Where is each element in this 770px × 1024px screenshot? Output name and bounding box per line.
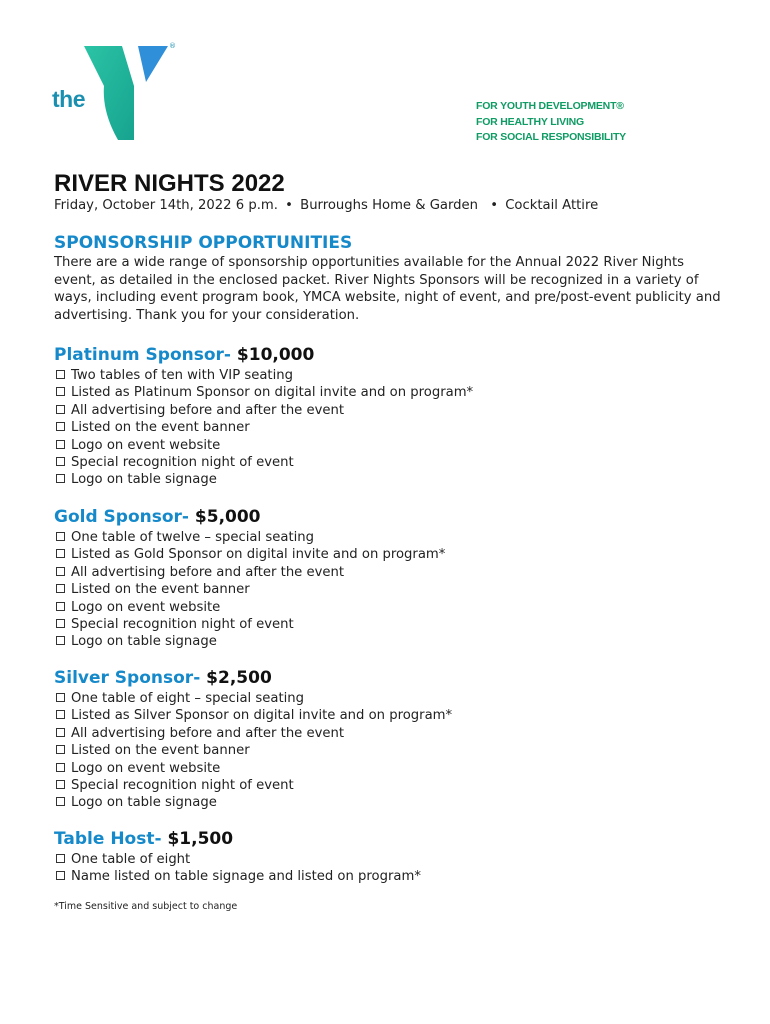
benefit-item: Listed as Silver Sponsor on digital invite and on program* [54, 707, 714, 724]
checkbox-icon [56, 387, 65, 396]
checkbox-icon [56, 871, 65, 880]
checkbox-icon [56, 567, 65, 576]
checkbox-icon [56, 745, 65, 754]
benefit-item: All advertising before and after the event [54, 402, 714, 419]
tier-silver [54, 667, 714, 812]
ymca-y-mark-icon [82, 42, 174, 142]
benefit-item: Logo on event website [54, 437, 714, 454]
checkbox-icon [56, 728, 65, 737]
checkbox-icon [56, 457, 65, 466]
benefit-item: Listed on the event banner [54, 581, 714, 598]
checkbox-icon [56, 549, 65, 558]
event-location: Burroughs Home & Garden [300, 198, 479, 213]
event-date: Friday, October 14th, 2022 6 p.m. [54, 198, 278, 213]
bullet-separator: • [490, 198, 499, 213]
benefit-item: Two tables of ten with VIP seating [54, 367, 714, 384]
checkbox-icon [56, 370, 65, 379]
event-attire: Cocktail Attire [505, 198, 599, 213]
bullet-separator: • [285, 198, 293, 213]
ymca-logo: the YMCA ® [52, 42, 182, 146]
benefit-item: Logo on table signage [54, 471, 714, 488]
benefit-item: Name listed on table signage and listed on program* [54, 868, 714, 885]
tier-heading [54, 667, 714, 689]
benefit-item: All advertising before and after the event [54, 725, 714, 742]
benefit-list [54, 690, 714, 812]
benefit-item: One table of twelve – special seating [54, 529, 714, 546]
event-details [54, 198, 598, 213]
logo-the-text: the [52, 86, 85, 112]
tier-name: Gold Sponsor- [54, 507, 189, 527]
benefit-item: Special recognition night of event [54, 616, 714, 633]
tier-gold [54, 506, 714, 651]
checkbox-icon [56, 532, 65, 541]
checkbox-icon [56, 474, 65, 483]
taglines [476, 99, 626, 146]
benefit-item: Listed on the event banner [54, 419, 714, 436]
benefit-item: Listed as Platinum Sponsor on digital invite and on program* [54, 384, 714, 401]
benefit-item: Special recognition night of event [54, 454, 714, 471]
tagline-healthy: FOR HEALTHY LIVING [476, 115, 585, 128]
benefit-item: One table of eight [54, 851, 714, 868]
checkbox-icon [56, 763, 65, 772]
benefit-item: Logo on table signage [54, 633, 714, 650]
tier-heading [54, 506, 714, 528]
logo-ymca-text: YMCA [134, 107, 155, 132]
benefit-item: Listed on the event banner [54, 742, 714, 759]
benefit-list [54, 851, 714, 886]
benefit-item: Logo on event website [54, 599, 714, 616]
footnote: *Time Sensitive and subject to change [54, 901, 238, 912]
benefit-list [54, 367, 714, 489]
tier-price: $1,500 [167, 829, 234, 849]
checkbox-icon [56, 710, 65, 719]
tier-price: $5,000 [194, 507, 261, 527]
section-heading: SPONSORSHIP OPPORTUNITIES [54, 233, 353, 253]
benefit-item: All advertising before and after the event [54, 564, 714, 581]
tier-name: Silver Sponsor- [54, 668, 201, 688]
tagline-youth: FOR YOUTH DEVELOPMENT® [476, 100, 624, 112]
tier-table-host [54, 828, 714, 886]
checkbox-icon [56, 619, 65, 628]
checkbox-icon [56, 693, 65, 702]
tier-price: $10,000 [236, 345, 315, 365]
tier-name: Platinum Sponsor- [54, 345, 231, 365]
tier-heading [54, 828, 714, 850]
benefit-item: Logo on table signage [54, 794, 714, 811]
tier-price: $2,500 [206, 668, 272, 688]
benefit-item: One table of eight – special seating [54, 690, 714, 707]
checkbox-icon [56, 797, 65, 806]
checkbox-icon [56, 854, 65, 863]
checkbox-icon [56, 780, 65, 789]
checkbox-icon [56, 422, 65, 431]
checkbox-icon [56, 584, 65, 593]
tier-name: Table Host- [54, 829, 162, 849]
tier-platinum [54, 344, 714, 489]
checkbox-icon [56, 636, 65, 645]
tier-heading [54, 344, 714, 366]
event-title: RIVER NIGHTS 2022 [54, 170, 285, 197]
benefit-item: Special recognition night of event [54, 777, 714, 794]
tagline-social: FOR SOCIAL RESPONSIBILITY [476, 131, 626, 143]
benefit-list [54, 529, 714, 651]
benefit-item: Listed as Gold Sponsor on digital invite and on program* [54, 546, 714, 563]
benefit-item: Logo on event website [54, 760, 714, 777]
checkbox-icon [56, 440, 65, 449]
checkbox-icon [56, 602, 65, 611]
intro-paragraph: There are a wide range of sponsorship opportunities available for the Annual 2022 River Nights event, as detailed in the enclosed packet. River Nights Sponsors will be recognized in a variety of ways, including event program book, YMCA website, night of event, and pre/post-event publicity and advertising. Thank you for your consideration. [54, 255, 721, 323]
checkbox-icon [56, 405, 65, 414]
